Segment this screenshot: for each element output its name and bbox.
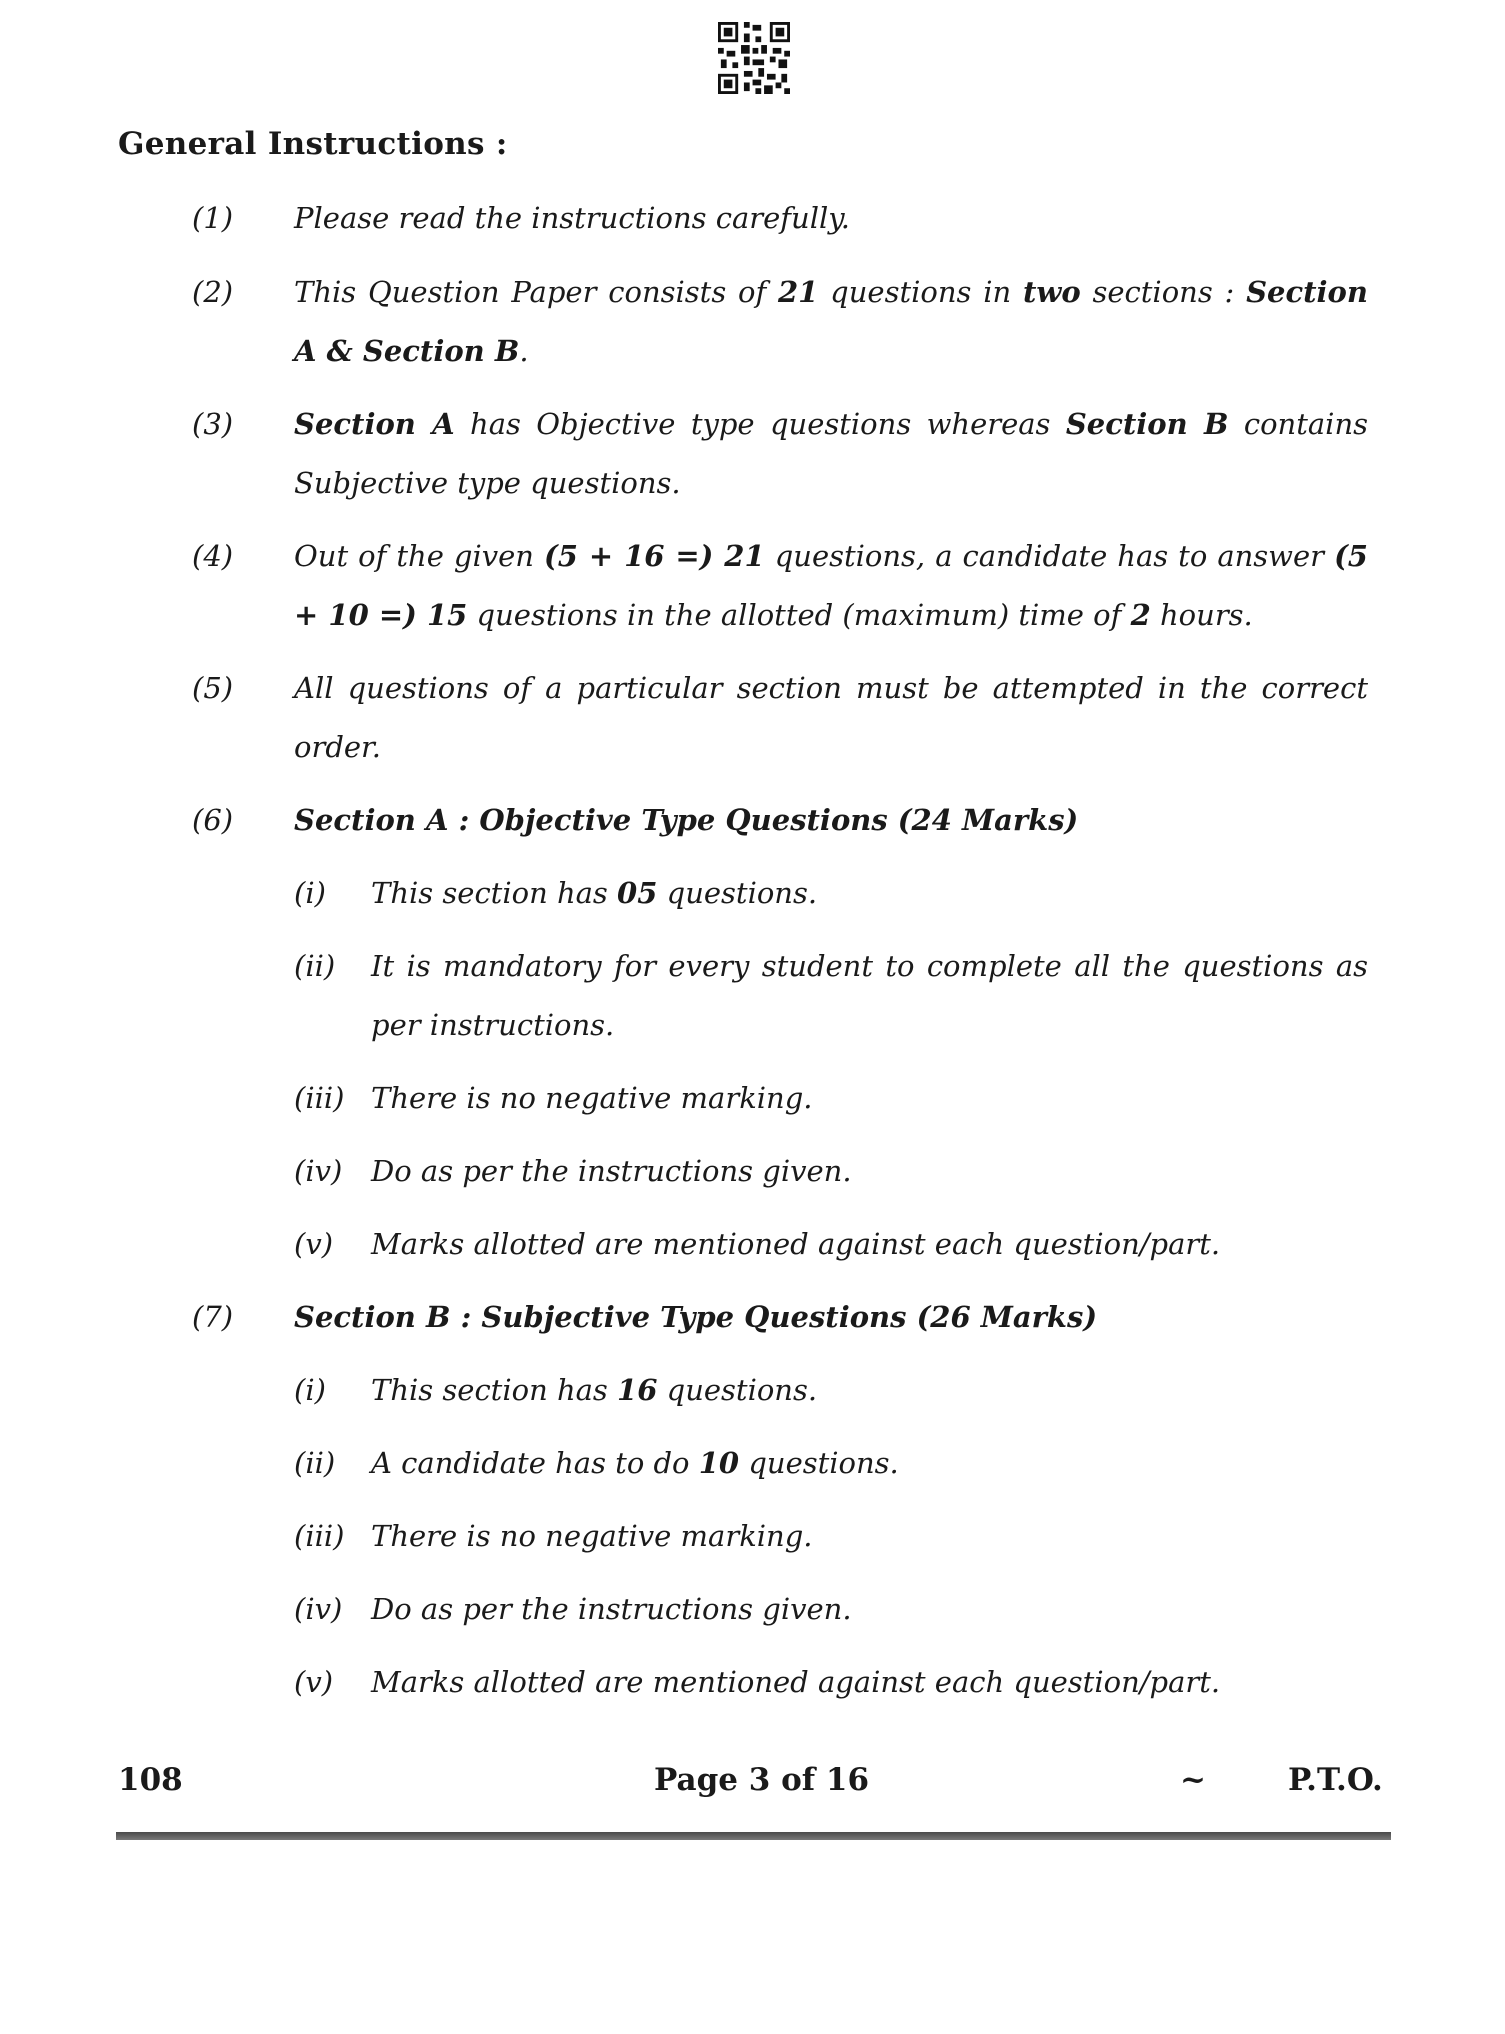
section-a-title: Section A : Objective Type Questions (24 Marks) (294, 803, 1079, 837)
instruction-text: All questions of a particular section must be attempted in the correct order. (294, 671, 1368, 764)
sub-number: (i) (294, 1373, 326, 1407)
sub-text: This section has 05 questions. (371, 876, 818, 910)
sub-text: Do as per the instructions given. (371, 1154, 852, 1188)
sub-text: There is no negative marking. (371, 1519, 813, 1553)
sub-number: (ii) (294, 949, 336, 983)
instruction-text: Section A has Objective type questions whereas Section B contains Subjective type questions. (294, 407, 1368, 500)
qr-code (718, 22, 790, 94)
sub-number: (v) (294, 1227, 334, 1261)
instruction-number: (2) (192, 275, 234, 309)
instruction-text: This Question Paper consists of 21 questions in two sections : Section A & Section B. (294, 275, 1368, 368)
footer-rule (116, 1832, 1391, 1840)
section-b-title: Section B : Subjective Type Questions (26 Marks) (294, 1300, 1098, 1334)
page-heading: General Instructions : (118, 126, 508, 162)
instruction-number: (5) (192, 671, 234, 705)
sub-number: (iii) (294, 1519, 345, 1553)
sub-text: A candidate has to do 10 questions. (371, 1446, 899, 1480)
sub-number: (ii) (294, 1446, 336, 1480)
instruction-number: (3) (192, 407, 234, 441)
paper-code: 108 (118, 1762, 183, 1798)
sub-text: This section has 16 questions. (371, 1373, 818, 1407)
sub-text: Marks allotted are mentioned against each question/part. (371, 1227, 1221, 1261)
instruction-number: (6) (192, 803, 234, 837)
instruction-number: (1) (192, 201, 234, 235)
sub-number: (iii) (294, 1081, 345, 1115)
instruction-text: Out of the given (5 + 16 =) 21 questions, a candidate has to answer (5 + 10 =) 15 questions in the allotted (maximum) time of 2 hours. (294, 539, 1368, 632)
sub-number: (iv) (294, 1154, 343, 1188)
sub-number: (v) (294, 1665, 334, 1699)
pto-label: P.T.O. (1288, 1762, 1383, 1798)
sub-number: (i) (294, 876, 326, 910)
sub-text: It is mandatory for every student to complete all the questions as per instructions. (371, 949, 1368, 1042)
sub-text: Do as per the instructions given. (371, 1592, 852, 1626)
sub-text: There is no negative marking. (371, 1081, 813, 1115)
instruction-number: (7) (192, 1300, 234, 1334)
tilde-mark: ~ (1180, 1762, 1206, 1798)
instruction-number: (4) (192, 539, 234, 573)
sub-text: Marks allotted are mentioned against each question/part. (371, 1665, 1221, 1699)
instruction-text: Please read the instructions carefully. (294, 201, 851, 235)
page-number: Page 3 of 16 (654, 1762, 870, 1798)
sub-number: (iv) (294, 1592, 343, 1626)
